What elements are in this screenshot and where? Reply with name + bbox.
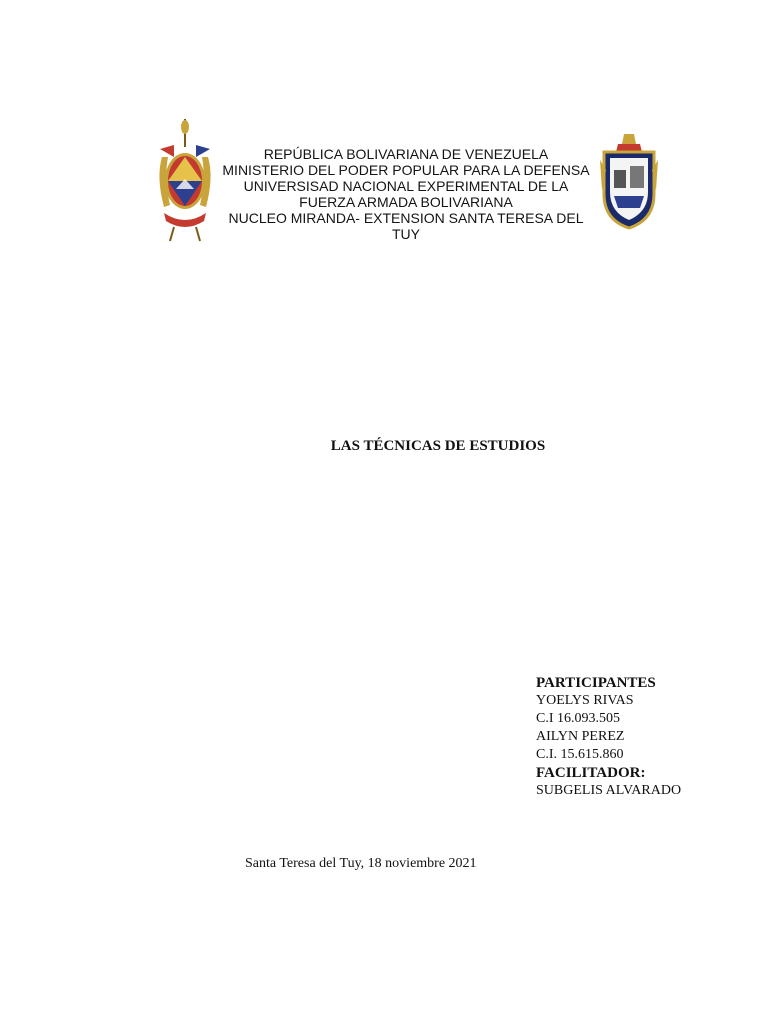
participants-block	[536, 674, 756, 800]
facilitator-heading: FACILITADOR:	[536, 765, 646, 781]
venezuela-coat-of-arms-icon	[154, 117, 216, 245]
unefa-shield-icon	[598, 130, 660, 232]
participant-name: YOELYS RIVAS	[536, 693, 634, 708]
header-line-2: MINISTERIO DEL PODER POPULAR PARA LA DEFENSA	[222, 162, 590, 178]
facilitator-name: SUBGELIS ALVARADO	[536, 783, 682, 798]
institution-header	[214, 146, 598, 242]
header-line-1: REPÚBLICA BOLIVARIANA DE VENEZUELA	[263, 146, 549, 162]
participant-name: AILYN PEREZ	[536, 729, 625, 744]
participant-id: C.I 16.093.505	[536, 711, 620, 726]
header-line-5: NUCLEO MIRANDA- EXTENSION SANTA TERESA DEL	[228, 210, 584, 226]
participants-heading: PARTICIPANTES	[536, 675, 656, 691]
place-and-date: Santa Teresa del Tuy, 18 noviembre 2021	[245, 856, 477, 871]
header-line-6: TUY	[392, 226, 420, 242]
header-line-3: UNIVERSISAD NACIONAL EXPERIMENTAL DE LA	[243, 178, 569, 194]
participant-id: C.I. 15.615.860	[536, 747, 624, 762]
header-line-4: FUERZA ARMADA BOLIVARIANA	[299, 194, 513, 210]
document-title: LAS TÉCNICAS DE ESTUDIOS	[330, 438, 546, 454]
